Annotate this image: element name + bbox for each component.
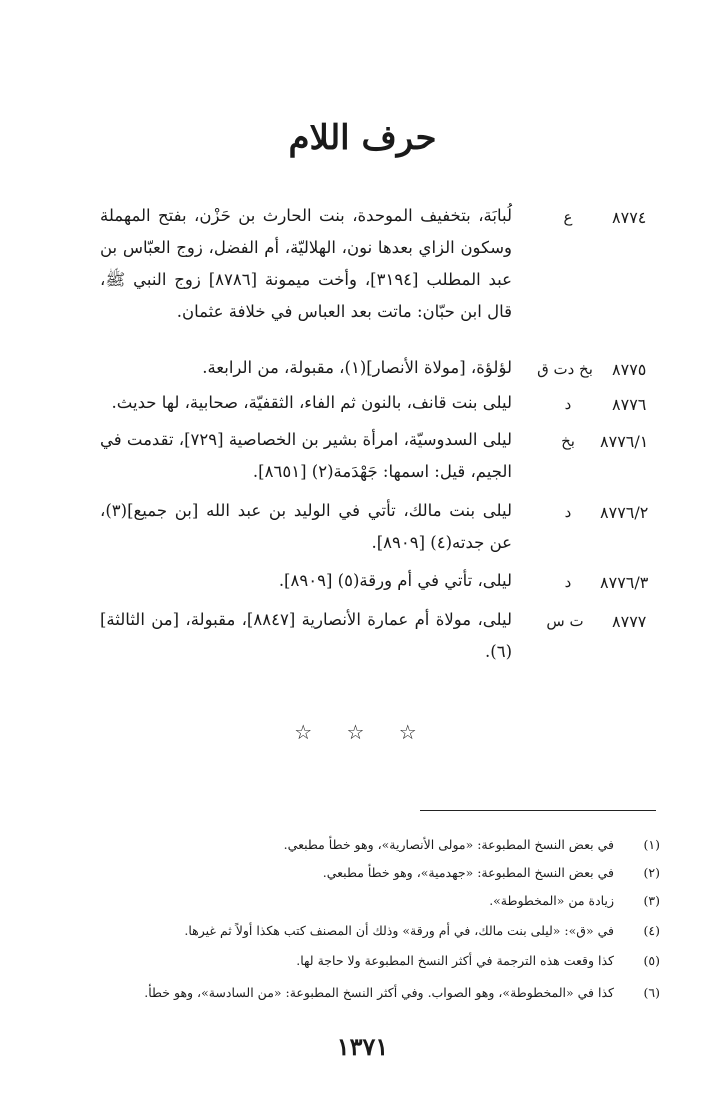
footnote-rule	[420, 810, 656, 811]
footnote-number: (٢)	[643, 865, 660, 880]
entry-code: ع	[563, 208, 573, 226]
entry-text: ليلى السدوسيّة، امرأة بشير بن الخصاصية [٧٢٩]، تقدمت في الجيم، قيل: اسمها: جَهْدَمة(٢) [٨٦٥١].	[100, 430, 512, 481]
entry-text: لُبابَة، بتخفيف الموحدة، بنت الحارث بن حَزْن، بفتح المهملة وسكون الزاي بعدها نون، الهلاليّة، أم الفضل، زوج العبّاس بن عبد المطلب [٣١٩٤]، وأخت ميمونة [٨٧٨٦] زوج النبي ﷺ، قال ابن حبّان: ماتت بعد العباس في خلافة عثمان.	[100, 206, 513, 321]
entry-text: ليلى، تأتي في أم ورقة(٥) [٨٩٠٩].	[278, 571, 512, 590]
entry-number: ٨٧٧٦	[612, 395, 647, 414]
footnote-text: في بعض النسخ المطبوعة: «جهدمية»، وهو خطأ مطبعي.	[322, 865, 614, 880]
entry-code: بخ دت ق	[537, 360, 593, 378]
entry-text: ليلى بنت قانف، بالنون ثم الفاء، الثقفيّة، صحابية، لها حديث.	[111, 393, 512, 412]
footnote-number: (٤)	[643, 923, 660, 938]
footnote-text: زيادة من «المخطوطة».	[489, 893, 614, 908]
entry-number: ٨٧٧٧	[612, 612, 647, 631]
footnote-text: في «ق»: «ليلى بنت مالك، في أم ورقة» وذلك أن المصنف كتب هكذا أولاً ثم غيرها.	[184, 923, 614, 938]
entry-code: بخ	[561, 432, 575, 450]
section-separator: ☆ ☆ ☆	[294, 720, 431, 744]
entry-code: د	[564, 573, 572, 591]
footnote-text: كذا في «المخطوطة»، وهو الصواب. وفي أكثر النسخ المطبوعة: «من السادسة»، وهو خطأ.	[144, 985, 614, 1000]
entry-text: ليلى بنت مالك، تأتي في الوليد بن عبد الله [بن جميع](٣)، عن جدته(٤) [٨٩٠٩].	[100, 501, 512, 552]
entry-number: ٨٧٧٤	[612, 208, 647, 227]
footnote-number: (١)	[643, 837, 660, 852]
entry-code: ت س	[546, 612, 584, 630]
footnote-number: (٥)	[643, 953, 660, 968]
entry-text: لؤلؤة، [مولاة الأنصار](١)، مقبولة، من الرابعة.	[202, 358, 512, 377]
entry-number: ٨٧٧٦/١	[600, 432, 649, 451]
footnote-text: في بعض النسخ المطبوعة: «مولى الأنصارية»، وهو خطأ مطبعي.	[283, 837, 614, 852]
footnote-number: (٦)	[643, 985, 660, 1000]
entry-text: ليلى، مولاة أم عمارة الأنصارية [٨٨٤٧]، مقبولة، [من الثالثة](٦).	[100, 610, 512, 661]
footnote-number: (٣)	[643, 893, 660, 908]
entry-code: د	[564, 395, 572, 413]
footnote-text: كذا وقعت هذه الترجمة في أكثر النسخ المطبوعة ولا حاجة لها.	[296, 953, 614, 968]
entry-number: ٨٧٧٦/٣	[600, 573, 649, 592]
entry-code: د	[564, 503, 572, 521]
page-number: ١٣٧١	[336, 1032, 389, 1061]
page-title: حرف اللام	[288, 118, 437, 158]
entry-number: ٨٧٧٥	[612, 360, 647, 379]
entry-number: ٨٧٧٦/٢	[600, 503, 649, 522]
